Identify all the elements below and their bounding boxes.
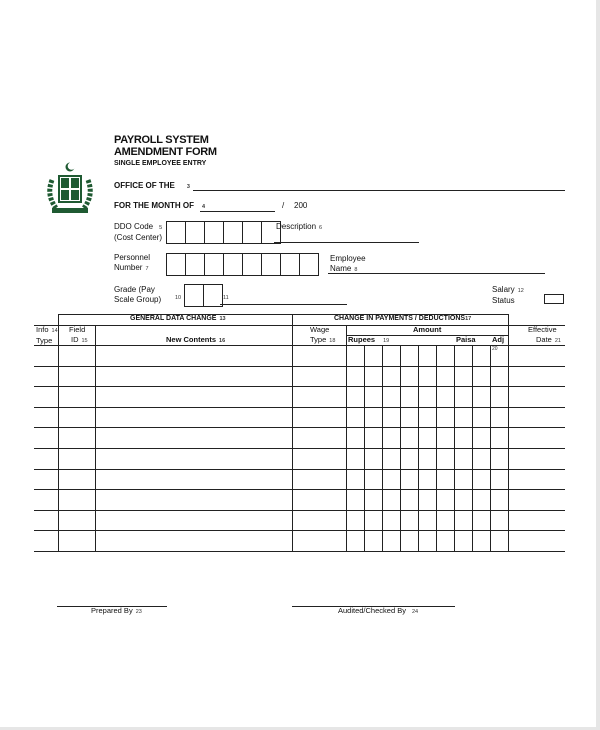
table-row-line bbox=[34, 510, 565, 511]
effective-date-header: Effective Date 21 bbox=[528, 325, 561, 344]
adj-number: 20 bbox=[492, 346, 498, 352]
office-label: OFFICE OF THE 3 bbox=[114, 181, 190, 190]
paisa-header: Paisa bbox=[456, 335, 476, 344]
grade-label: Grade (Pay Scale Group) bbox=[114, 285, 162, 304]
month-slash: / bbox=[282, 201, 285, 210]
amount-digit-divider bbox=[400, 345, 401, 551]
audited-by-label: Audited/Checked By 24 bbox=[338, 606, 419, 615]
amount-digit-divider bbox=[418, 345, 419, 551]
emblem-logo bbox=[44, 160, 96, 218]
info-type-header: Info 14 Type bbox=[36, 325, 58, 345]
table-row-line bbox=[34, 386, 565, 387]
amount-header: Amount bbox=[413, 325, 442, 334]
ddo-code-boxes[interactable] bbox=[166, 221, 281, 244]
adj-header: Adj bbox=[492, 335, 505, 344]
employee-name-input-line[interactable] bbox=[328, 273, 545, 274]
change-payments-header: CHANGE IN PAYMENTS / DEDUCTIONS17 bbox=[334, 315, 472, 322]
amount-digit-divider bbox=[436, 345, 437, 551]
new-contents-header: New Contents 16 bbox=[166, 335, 226, 344]
description-label: Description 6 bbox=[276, 222, 323, 231]
viewer-edge bbox=[596, 0, 600, 730]
salary-status-label: Salary 12 Status bbox=[492, 285, 524, 305]
table-row-line bbox=[34, 366, 565, 367]
table-row-line bbox=[34, 469, 565, 470]
employee-name-label: Employee Name 8 bbox=[330, 254, 366, 273]
description-input-line[interactable] bbox=[274, 242, 419, 243]
grade-input-line[interactable] bbox=[220, 304, 347, 305]
general-data-change-header: GENERAL DATA CHANGE 13 bbox=[130, 315, 226, 322]
table-row-line bbox=[34, 489, 565, 490]
amount-digit-divider bbox=[490, 345, 491, 551]
month-label: FOR THE MONTH OF 4 bbox=[114, 201, 206, 210]
table-row-line bbox=[34, 448, 565, 449]
prepared-by-label: Prepared By 23 bbox=[91, 606, 142, 615]
office-input-line[interactable] bbox=[193, 190, 565, 191]
table-row-line bbox=[34, 551, 565, 552]
grade-number-2: 11 bbox=[223, 295, 229, 301]
amount-digit-divider bbox=[454, 345, 455, 551]
table-row-line bbox=[34, 407, 565, 408]
personnel-number-boxes[interactable] bbox=[166, 253, 319, 276]
rupees-header: Rupees 19 bbox=[348, 335, 390, 344]
grade-number: 10 bbox=[175, 295, 182, 301]
form-subtitle: SINGLE EMPLOYEE ENTRY bbox=[114, 160, 207, 167]
personnel-label: Personnel Number 7 bbox=[114, 253, 151, 272]
grade-boxes[interactable] bbox=[184, 284, 223, 307]
table-row-line bbox=[34, 427, 565, 428]
year-prefix: 200 bbox=[294, 201, 308, 210]
form-title: PAYROLL SYSTEM AMENDMENT FORM bbox=[114, 134, 217, 158]
amount-digit-divider bbox=[364, 345, 365, 551]
amount-digit-divider bbox=[382, 345, 383, 551]
amount-digit-divider bbox=[472, 345, 473, 551]
wage-type-header: Wage Type 18 bbox=[310, 325, 336, 344]
table-row-line bbox=[34, 530, 565, 531]
salary-status-box[interactable] bbox=[544, 294, 564, 304]
field-id-header: Field ID 15 bbox=[69, 325, 88, 344]
month-input-line[interactable] bbox=[200, 211, 275, 212]
ddo-label: DDO Code 5 (Cost Center) bbox=[114, 222, 163, 242]
